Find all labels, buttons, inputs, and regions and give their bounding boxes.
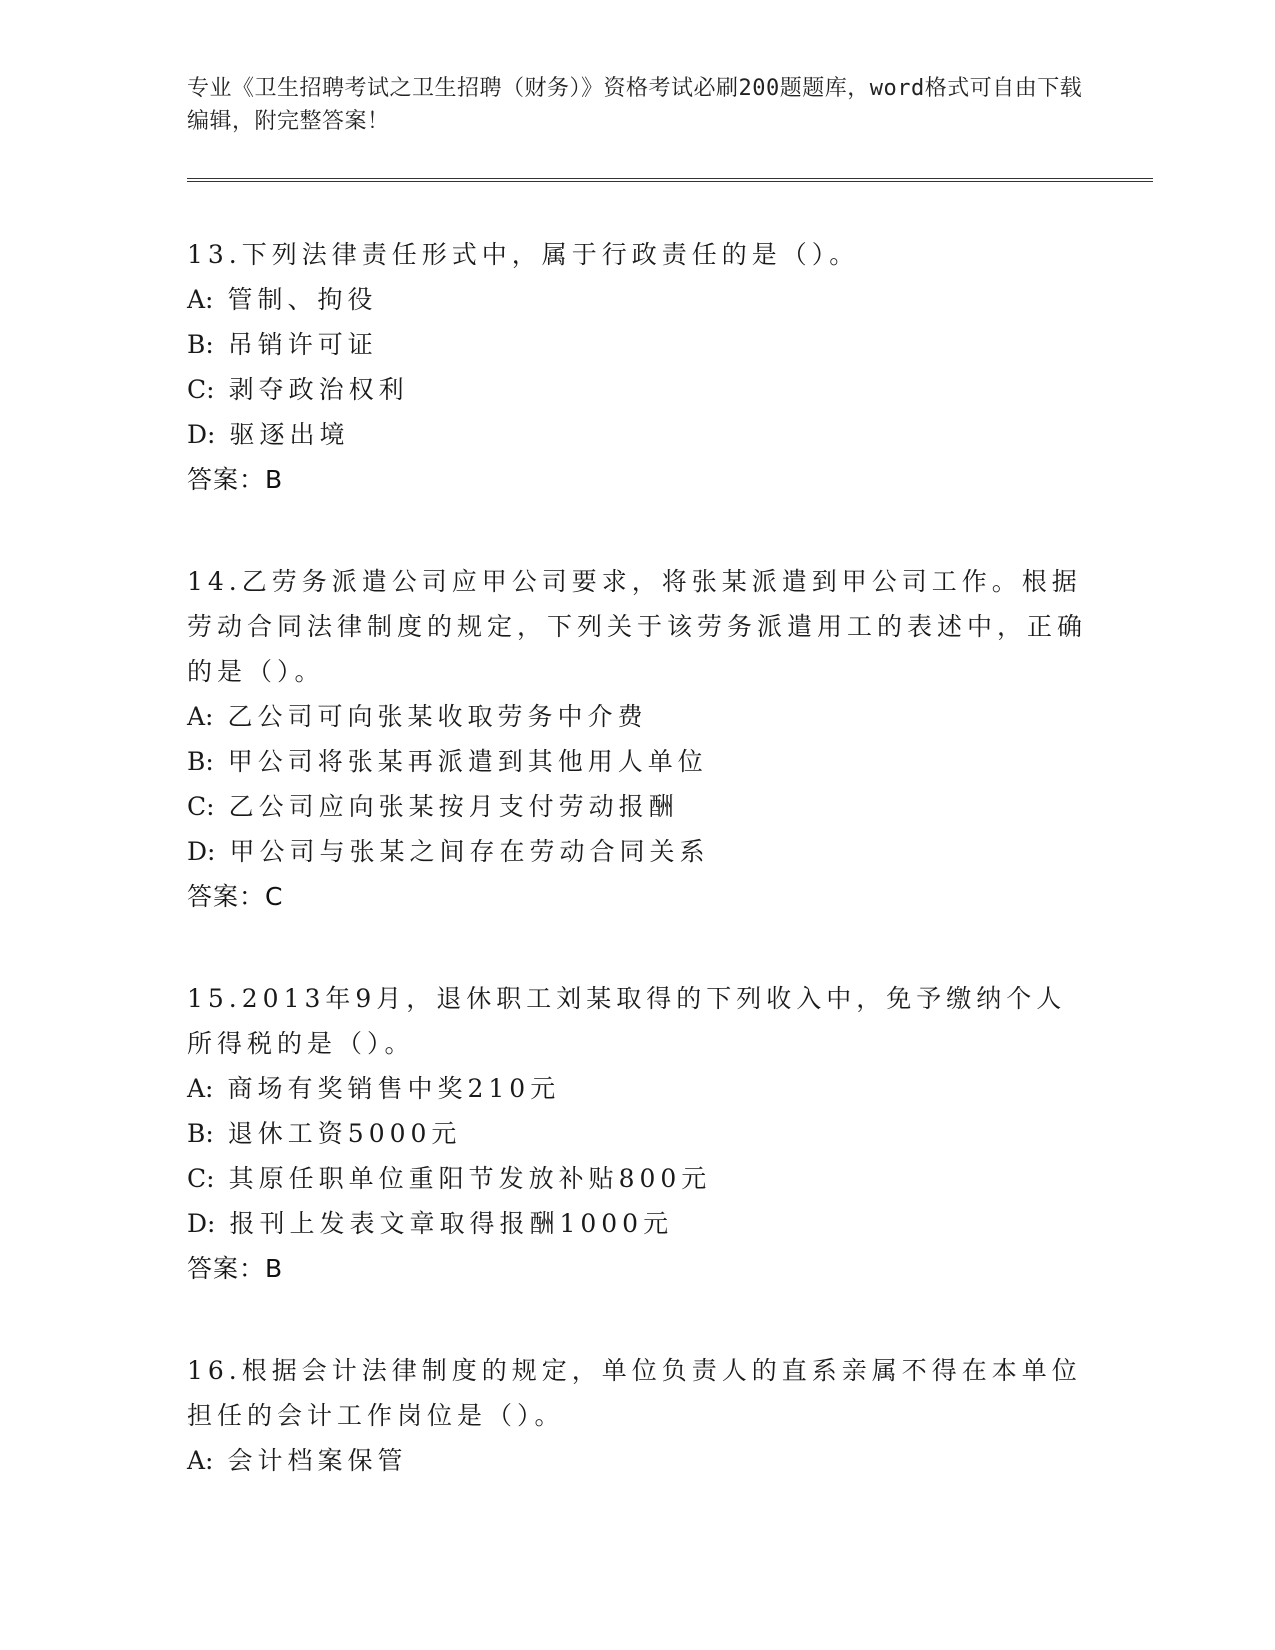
answer: 答案：B [187, 465, 284, 494]
option-a [187, 1438, 1087, 1483]
option-letter: A: [187, 702, 214, 731]
option-text: 管制、拘役 [227, 285, 378, 314]
option-b [187, 1111, 1087, 1156]
question-15 [187, 976, 1087, 1291]
option-letter: A: [187, 1446, 214, 1475]
option-a [187, 277, 1087, 322]
option-text: 乙公司可向张某收取劳务中介费 [227, 702, 648, 731]
option-a [187, 1066, 1087, 1111]
option-text: 商场有奖销售中奖210元 [227, 1074, 561, 1103]
option-b [187, 739, 1087, 784]
answer: 答案：B [187, 1254, 284, 1283]
option-letter: C: [187, 375, 215, 404]
option-text: 会计档案保管 [227, 1446, 408, 1475]
question-stem: 16.根据会计法律制度的规定，单位负责人的直系亲属不得在本单位担任的会计工作岗位是（）。 [187, 1356, 1082, 1430]
option-d [187, 1201, 1087, 1246]
option-b [187, 322, 1087, 367]
option-letter: D: [187, 420, 216, 449]
option-letter: B: [187, 330, 214, 359]
option-text: 甲公司与张某之间存在劳动合同关系 [229, 837, 710, 866]
option-letter: B: [187, 1119, 214, 1148]
option-c [187, 784, 1087, 829]
option-letter: C: [187, 1164, 215, 1193]
answer: 答案：C [187, 882, 284, 911]
option-letter: D: [187, 1209, 216, 1238]
question-stem: 14.乙劳务派遣公司应甲公司要求，将张某派遣到甲公司工作。根据劳动合同法律制度的规定，下列关于该劳务派遣用工的表述中，正确的是（）。 [187, 567, 1088, 686]
option-letter: A: [187, 1074, 214, 1103]
option-letter: C: [187, 792, 215, 821]
option-c [187, 1156, 1087, 1201]
question-14 [187, 559, 1087, 919]
option-text: 其原任职单位重阳节发放补贴800元 [228, 1164, 712, 1193]
option-a [187, 694, 1087, 739]
option-letter: D: [187, 837, 216, 866]
question-stem: 13.下列法律责任形式中，属于行政责任的是（）。 [187, 240, 860, 269]
option-letter: A: [187, 285, 214, 314]
option-text: 报刊上发表文章取得报酬1000元 [229, 1209, 674, 1238]
question-stem: 15.2013年9月，退休职工刘某取得的下列收入中，免予缴纳个人所得税的是（）。 [187, 984, 1067, 1058]
question-16 [187, 1348, 1087, 1483]
option-d [187, 412, 1087, 457]
option-letter: B: [187, 747, 214, 776]
option-c [187, 367, 1087, 412]
document-header: 专业《卫生招聘考试之卫生招聘（财务）》资格考试必刷200题题库，word格式可自由下载编辑，附完整答案！ [187, 76, 1083, 134]
option-text: 退休工资5000元 [227, 1119, 462, 1148]
option-text: 驱逐出境 [229, 420, 350, 449]
option-text: 乙公司应向张某按月支付劳动报酬 [228, 792, 679, 821]
option-d [187, 829, 1087, 874]
option-text: 吊销许可证 [227, 330, 378, 359]
question-13 [187, 232, 1087, 502]
question-list [187, 232, 1087, 1540]
option-text: 甲公司将张某再派遣到其他用人单位 [227, 747, 708, 776]
option-text: 剥夺政治权利 [228, 375, 409, 404]
header-divider [187, 178, 1153, 182]
